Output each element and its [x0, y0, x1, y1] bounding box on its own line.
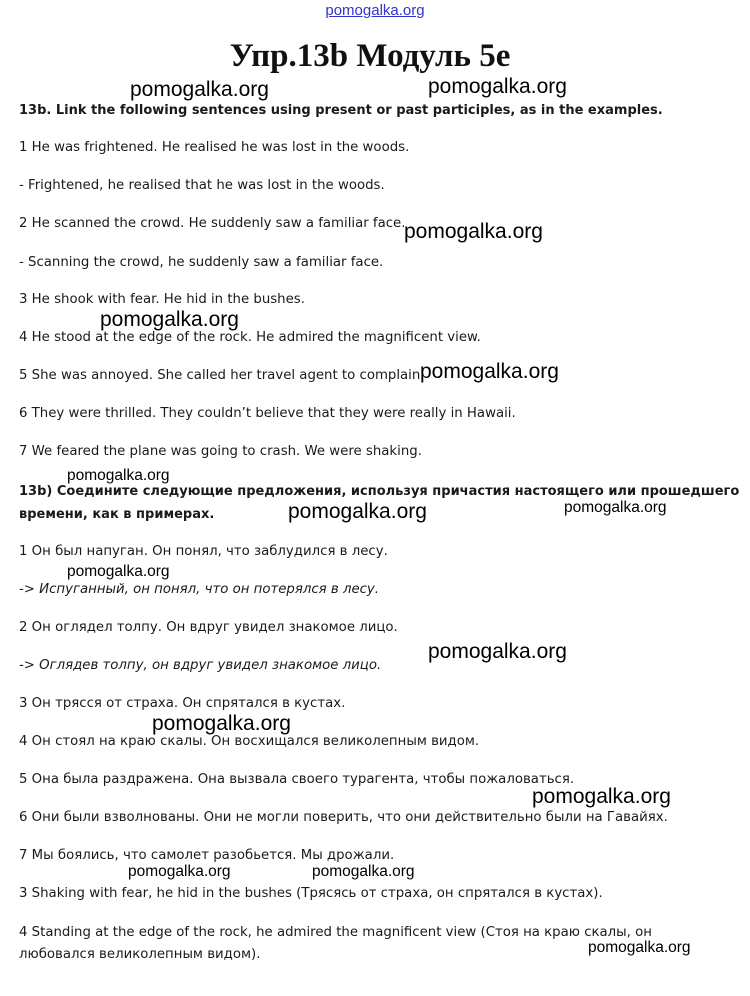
russian-line-7: 5 Она была раздражена. Она вызвала своего турагента, чтобы пожаловаться.: [19, 772, 575, 787]
watermark: pomogalka.org: [152, 712, 291, 735]
russian-line-3: 2 Он оглядел толпу. Он вдруг увидел знакомое лицо.: [19, 620, 398, 635]
russian-line-1: 1 Он был напуган. Он понял, что заблудился в лесу.: [19, 544, 388, 559]
russian-line-5: 3 Он трясся от страха. Он спрятался в кустах.: [19, 696, 346, 711]
watermark: pomogalka.org: [130, 78, 269, 101]
english-line-8: 6 They were thrilled. They couldn’t believe that they were really in Hawaii.: [19, 406, 516, 421]
english-line-6: 4 He stood at the edge of the rock. He admired the magnificent view.: [19, 330, 481, 345]
watermark: pomogalka.org: [428, 640, 567, 663]
russian-line-9: 7 Мы боялись, что самолет разобьется. Мы дрожали.: [19, 848, 395, 863]
english-line-9: 7 We feared the plane was going to crash. We were shaking.: [19, 444, 422, 459]
watermark: pomogalka.org: [312, 863, 415, 880]
russian-line-4: -> Оглядев толпу, он вдруг увидел знакомое лицо.: [19, 658, 382, 673]
watermark: pomogalka.org: [588, 939, 691, 956]
english-line-5: 3 He shook with fear. He hid in the bushes.: [19, 292, 305, 307]
watermark: pomogalka.org: [420, 360, 559, 383]
answer-4-line-2: любовался великолепным видом).: [19, 947, 261, 962]
english-line-7: 5 She was annoyed. She called her travel agent to complain.: [19, 368, 425, 383]
english-line-1: 1 He was frightened. He realised he was lost in the woods.: [19, 140, 410, 155]
site-link[interactable]: pomogalka.org: [325, 2, 425, 19]
answer-3: 3 Shaking with fear, he hid in the bushes (Трясясь от страха, он спрятался в кустах).: [19, 886, 603, 901]
watermark: pomogalka.org: [564, 499, 667, 516]
page-title: Упр.13b Модуль 5е: [229, 38, 511, 74]
answer-4-line-1: 4 Standing at the edge of the rock, he admired the magnificent view (Стоя на краю скалы, он: [19, 925, 652, 940]
watermark: pomogalka.org: [67, 467, 170, 484]
watermark: pomogalka.org: [288, 500, 427, 523]
watermark: pomogalka.org: [128, 863, 231, 880]
russian-instruction-line-2: времени, как в примерах.: [19, 507, 215, 522]
watermark: pomogalka.org: [532, 785, 671, 808]
watermark: pomogalka.org: [100, 308, 239, 331]
english-line-3: 2 He scanned the crowd. He suddenly saw a familiar face.: [19, 216, 406, 231]
english-instruction: 13b. Link the following sentences using present or past participles, as in the examples.: [19, 103, 663, 118]
english-line-4: - Scanning the crowd, he suddenly saw a familiar face.: [19, 255, 384, 270]
russian-line-2: -> Испуганный, он понял, что он потерялся в лесу.: [19, 582, 380, 597]
watermark: pomogalka.org: [67, 563, 170, 580]
russian-line-8: 6 Они были взволнованы. Они не могли поверить, что они действительно были на Гавайях.: [19, 810, 668, 825]
english-line-2: - Frightened, he realised that he was lost in the woods.: [19, 178, 385, 193]
russian-instruction-line-1: 13b) Соедините следующие предложения, используя причастия настоящего или прошедшего: [19, 484, 740, 499]
watermark: pomogalka.org: [428, 75, 567, 98]
watermark: pomogalka.org: [404, 220, 543, 243]
russian-line-6: 4 Он стоял на краю скалы. Он восхищался великолепным видом.: [19, 734, 480, 749]
